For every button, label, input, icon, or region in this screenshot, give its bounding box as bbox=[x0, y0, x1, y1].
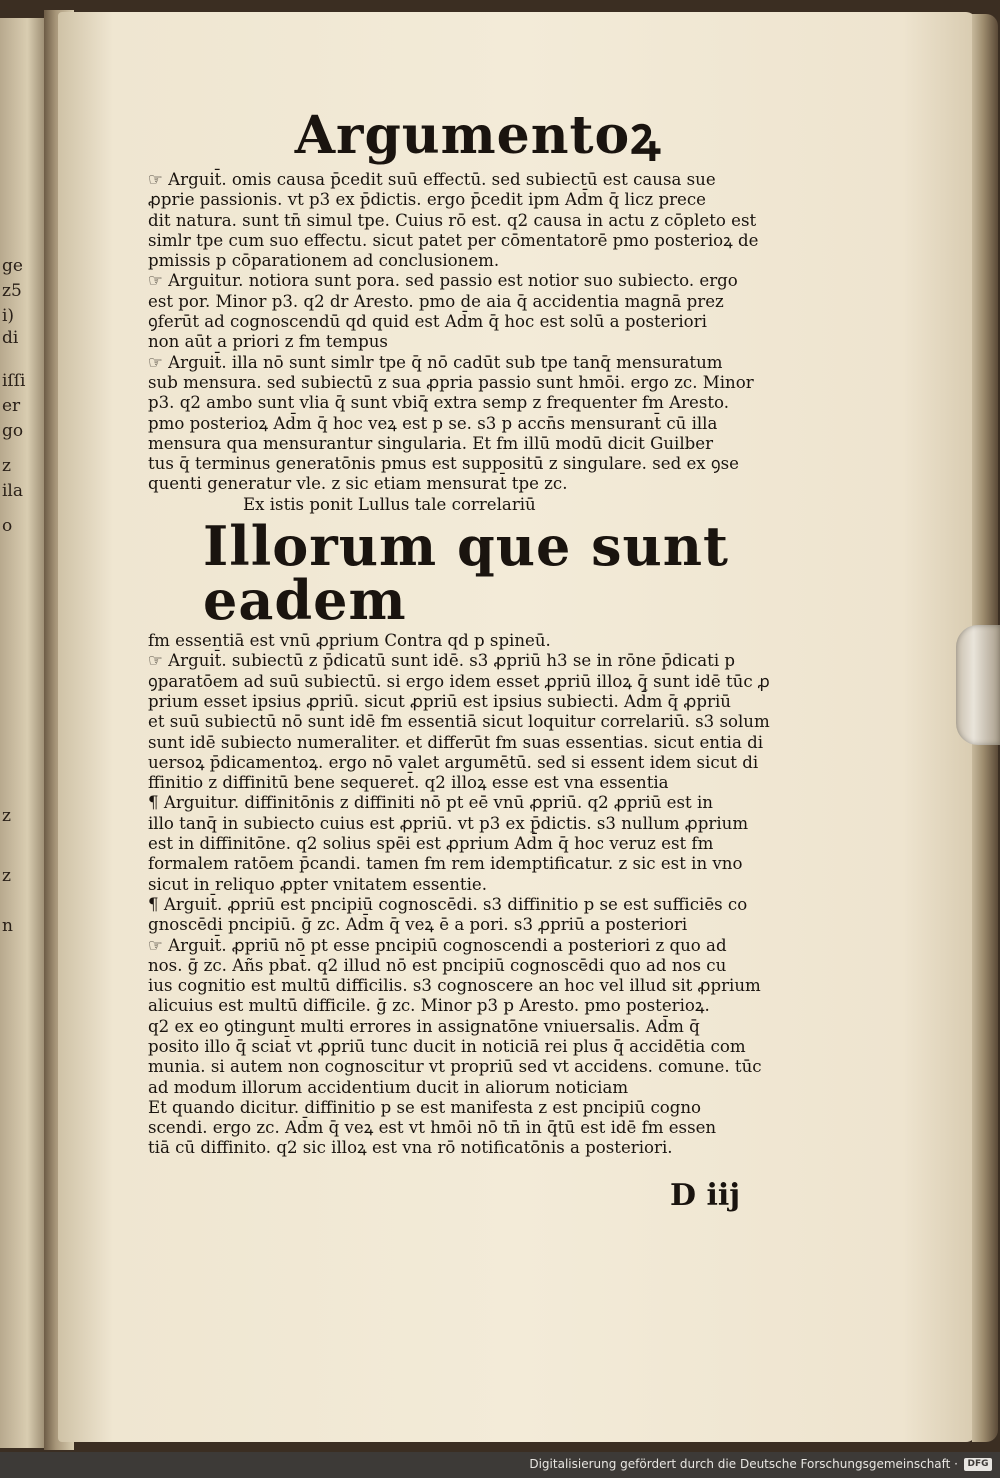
text-line: scendi. ergo zc. Ad̄m q̄ veꝝ est vt hmōi nō tn̄ in q̄tū est idē fm essen bbox=[148, 1118, 717, 1138]
text-line: sub mensura. sed subiectū z sua ꝓpria passio sunt hmōi. ergo zc. Minor bbox=[148, 372, 754, 392]
text-line: pmo posterioꝝ Ad̄m q̄ hoc veꝝ est p se. s3 p accn̄s mensurant̄ cū illa bbox=[148, 413, 718, 433]
text-line: alicuius est multū difficile. ḡ zc. Minor p3 p Aresto. pmo posterioꝝ. bbox=[148, 996, 710, 1016]
text-line: ¶ Arguitur. diffinitōnis z diffiniti nō pt eē vnū ꝓpriū. q2 ꝓpriū est in bbox=[148, 793, 713, 813]
text-line: est in diffinitōne. q2 solius spēi est ꝓprium Ad̄m q̄ hoc veruz est fm bbox=[148, 834, 714, 854]
text-line: et suū subiectū nō sunt idē fm essentiā sicut loquitur correlariū. s3 solum bbox=[148, 712, 770, 732]
text-line: ☞ Arguit̄. illa nō sunt simlr tpe q̄ nō cadūt sub tpe tanq̄ mensuratum bbox=[148, 352, 723, 372]
text-line: uersoꝝ p̄dicamentoꝝ. ergo nō valet argumētū. sed si essent idem sicut di bbox=[148, 752, 759, 772]
page-text bbox=[148, 105, 770, 1159]
signature-mark: D iij bbox=[670, 1178, 741, 1213]
left-page-fragment: iſſi bbox=[2, 371, 26, 391]
left-page-edge bbox=[0, 18, 50, 1448]
left-page-fragment: di bbox=[2, 328, 19, 348]
footer-bar bbox=[0, 1452, 1000, 1478]
text-line: ꝓprie passionis. vt p3 ex p̄dictis. ergo p̄cedit ipm Ad̄m q̄ licz prece bbox=[148, 190, 706, 210]
text-line: tus q̄ terminus generatōnis pmus est suppositū z singulare. sed ex ꝯse bbox=[148, 454, 739, 474]
left-page-fragment: ila bbox=[2, 481, 24, 501]
text-line: p3. q2 ambo sunt vlia q̄ sunt vbiq̄ extra semp z frequenter fm Aresto. bbox=[148, 393, 729, 413]
text-line: simlr tpe cum suo effectu. sicut patet per cōmentatorē pmo posterioꝝ de bbox=[148, 230, 759, 250]
text-line: sunt idē subiecto numeraliter. et differūt fm suas essentias. sicut entia di bbox=[148, 732, 764, 752]
text-line: ☞ Arguit̄. subiectū z p̄dicatū sunt idē. s3 ꝓpriū h3 se in rōne p̄dicati p bbox=[148, 651, 736, 671]
footer-credit: Digitalisierung gefördert durch die Deutsche Forschungsgemeinschaft · bbox=[529, 1457, 958, 1471]
text-line: quenti generatur vle. z sic etiam mensurat̄ tpe zc. bbox=[148, 474, 568, 494]
left-page-fragment: z bbox=[2, 866, 11, 886]
text-line: pmissis p cōparationem ad conclusionem. bbox=[148, 251, 500, 271]
text-line: ☞ Arguit̄. omis causa p̄cedit suū effectū. sed subiectū est causa sue bbox=[148, 170, 716, 189]
text-line: illo tanq̄ in subiecto cuius est ꝓpriū. vt p3 ex p̄dictis. s3 nullum ꝓprium bbox=[148, 813, 749, 833]
text-line: gnoscēdi pncipiū. ḡ zc. Ad̄m q̄ veꝝ ē a pori. s3 ꝓpriū a posteriori bbox=[148, 915, 688, 935]
text-line: dit natura. sunt tn̄ simul tpe. Cuius rō est. q2 causa in actu z cōpleto est bbox=[148, 210, 757, 230]
text-line: ius cognitio est multū difficilis. s3 cognoscere an hoc vel illud sit ꝓprium bbox=[148, 976, 761, 996]
text-line: Et quando dicitur. diffinitio p se est manifesta z est pncipiū cogno bbox=[148, 1097, 702, 1117]
left-page-fragment: z bbox=[2, 806, 11, 826]
page-clip bbox=[956, 625, 1000, 745]
text-line: nos. ḡ zc. Añs pbat̄. q2 illud nō est pncipiū cognoscēdi quo ad nos cu bbox=[148, 955, 727, 975]
text-line: mensura qua mensurantur singularia. Et fm illū modū dicit Guilber bbox=[148, 433, 714, 453]
text-line: non aūt a priori z fm tempus bbox=[148, 332, 388, 352]
text-line: tiā cū diffinito. q2 sic illoꝝ est vna rō notificatōnis a posteriori. bbox=[148, 1138, 673, 1158]
correlary-line: Ex istis ponit Lullus tale correlariū bbox=[243, 494, 536, 514]
text-line: ☞ Arguitur. notiora sunt pora. sed passio est notior suo subiecto. ergo bbox=[148, 271, 738, 291]
text-line: sicut in reliquo ꝓpter vnitatem essentie. bbox=[148, 874, 487, 894]
left-page-fragment: n bbox=[2, 916, 13, 936]
text-block-b bbox=[148, 631, 768, 1159]
text-line: est por. Minor p3. q2 dr Aresto. pmo de aia q̄ accidentia magnā prez bbox=[148, 291, 724, 311]
text-line: ꝯparatōem ad suū subiectū. si ergo idem esset ꝓpriū illoꝝ q̄ sunt idē tūc ꝓ bbox=[148, 671, 770, 691]
left-page-fragment: er bbox=[2, 396, 21, 416]
text-line: munia. si autem non cognoscitur vt propriū sed vt accidens. comune. tūc bbox=[148, 1057, 762, 1077]
text-line: formalem ratōem p̄candi. tamen fm rem idemptificatur. z sic est in vno bbox=[148, 854, 743, 874]
text-line: prium esset ipsius ꝓpriū. sicut ꝓpriū est ipsius subiecti. Ad̄m q̄ ꝓpriū bbox=[148, 691, 731, 711]
text-line: ¶ Arguit̄. ꝓpriū est pncipiū cognoscēdi. s3 diffinitio p se est sufficiēs co bbox=[148, 894, 748, 914]
text-line: ad modum illorum accidentium ducit in aliorum noticiam bbox=[148, 1077, 629, 1097]
left-page-fragment: z5 bbox=[2, 281, 22, 301]
text-line: ꝯferūt ad cognoscendū qd quid est Ad̄m q̄ hoc est solū a posteriori bbox=[148, 312, 707, 332]
left-page-fragment: o bbox=[2, 516, 13, 536]
left-page-fragment: i) bbox=[2, 306, 15, 326]
text-line: ffinitio z diffinitū bene sequeret̄. q2 illoꝝ esse est vna essentia bbox=[148, 773, 669, 793]
left-page-fragment: ge bbox=[2, 256, 23, 276]
text-line: fm essentiā est vnū ꝓprium Contra qd p spineū. bbox=[148, 631, 551, 651]
dfg-logo: DFG bbox=[964, 1458, 992, 1471]
heading-argumentorum: Argumentoꝝ bbox=[294, 105, 662, 166]
heading-illorum: Illorum que sunt eadem bbox=[203, 514, 729, 633]
left-page-fragment: z bbox=[2, 456, 11, 476]
text-block-a bbox=[148, 170, 768, 495]
text-line: ☞ Arguit̄. ꝓpriū nō pt esse pncipiū cognoscendi a posteriori z quo ad bbox=[148, 935, 727, 955]
text-line: posito illo q̄ sciat̄ vt ꝓpriū tunc ducit in noticiā rei plus q̄ accidētia com bbox=[148, 1036, 746, 1056]
left-page-fragment: go bbox=[2, 421, 24, 441]
text-line: q2 ex eo ꝯtingunt multi errores in assignatōne vniuersalis. Ad̄m q̄ bbox=[148, 1016, 700, 1036]
